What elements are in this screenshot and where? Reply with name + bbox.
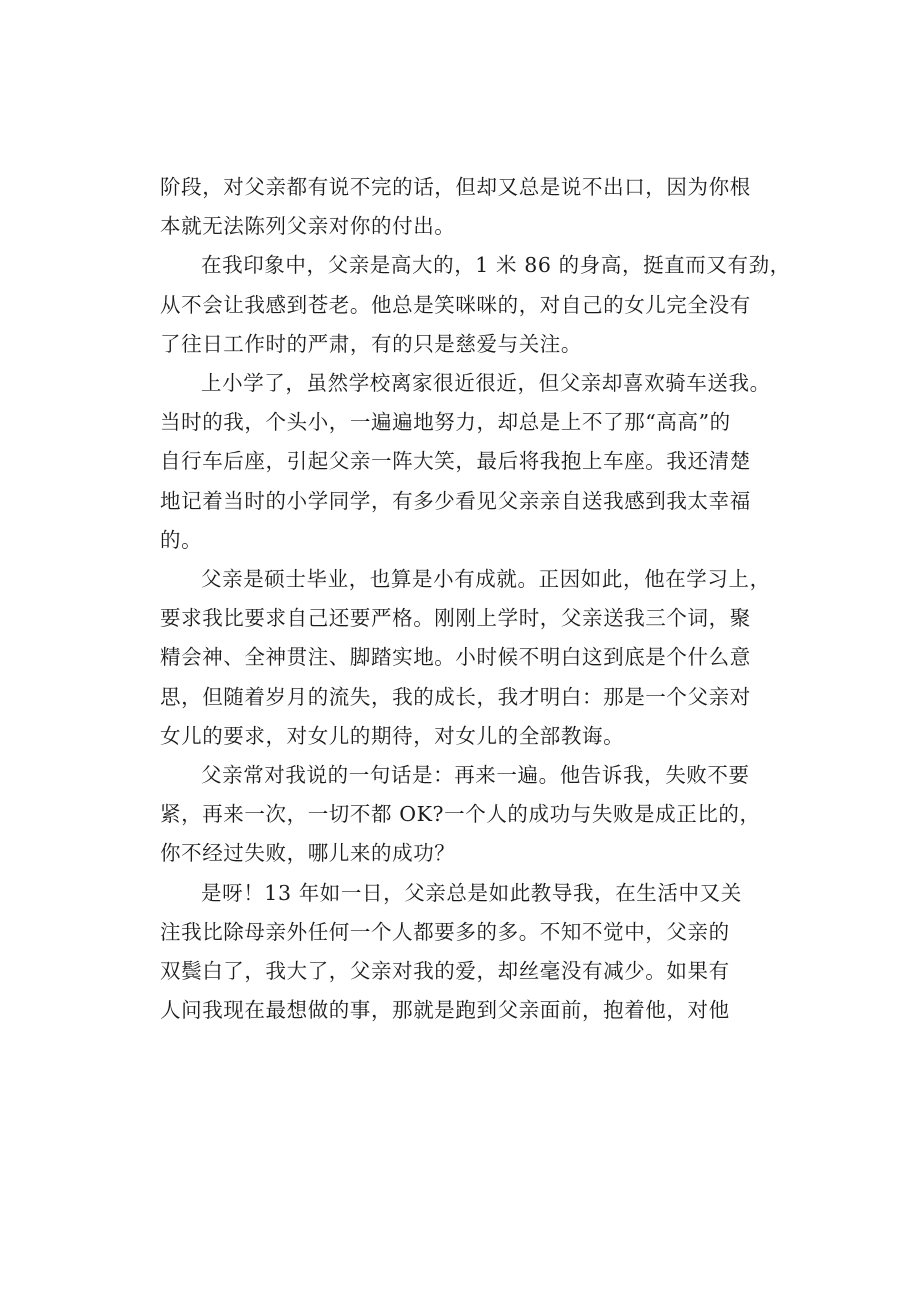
text-line: 父亲常对我说的一句话是：再来一遍。他告诉我，失败不要 (201, 763, 750, 788)
paragraph (160, 756, 780, 874)
text-line: 精会神、全神贯注、脚踏实地。小时候不明白这到底是个什么意 (160, 645, 751, 670)
text-line: 注我比除母亲外任何一个人都要多的多。不知不觉中，父亲的 (160, 919, 730, 944)
text-line: 人问我现在最想做的事，那就是跑到父亲面前，抱着他，对他 (160, 998, 730, 1023)
text-line: 从不会让我感到苍老。他总是笑咪咪的，对自己的女儿完全没有 (160, 292, 751, 317)
text-line: 女儿的要求，对女儿的期待，对女儿的全部教诲。 (160, 723, 625, 748)
paragraph (160, 560, 780, 756)
text-line: 紧，再来一次，一切不都 OK?一个人的成功与失败是成正比的， (160, 802, 761, 827)
text-line: 思，但随着岁月的流失，我的成长，我才明白：那是一个父亲对 (160, 684, 751, 709)
paragraph (160, 246, 791, 364)
text-line: 当时的我，个头小，一遍遍地努力，却总是上不了那“高高”的 (160, 410, 731, 435)
text-line: 自行车后座，引起父亲一阵大笑，最后将我抱上车座。我还清楚 (160, 449, 751, 474)
document-body (160, 168, 791, 1030)
text-line: 阶段，对父亲都有说不完的话，但却又总是说不出口，因为你根 (160, 175, 751, 199)
text-line: 地记着当时的小学同学，有多少看见父亲亲自送我感到我太幸福 (160, 488, 751, 513)
text-line: 了往日工作时的严肃，有的只是慈爱与关注。 (160, 331, 582, 356)
text-line: 本就无法陈列父亲对你的付出。 (160, 214, 456, 239)
text-line: 的。 (160, 527, 203, 552)
text-line: 是呀！13 年如一日，父亲总是如此教导我，在生活中又关 (201, 880, 742, 905)
text-line: 你不经过失败，哪儿来的成功？ (160, 841, 456, 866)
paragraph (160, 364, 780, 560)
text-line: 上小学了，虽然学校离家很近很近，但父亲却喜欢骑车送我。 (201, 371, 771, 396)
text-line: 父亲是硕士毕业，也算是小有成就。正因如此，他在学习上， (201, 567, 771, 592)
text-line: 在我印象中，父亲是高大的，1 米 86 的身高，挺直而又有劲， (201, 253, 791, 278)
text-line: 要求我比要求自己还要严格。刚刚上学时，父亲送我三个词，聚 (160, 606, 751, 631)
text-line: 双鬓白了，我大了，父亲对我的爱，却丝毫没有减少。如果有 (160, 959, 730, 984)
paragraph (160, 874, 780, 1031)
paragraph (160, 168, 780, 246)
